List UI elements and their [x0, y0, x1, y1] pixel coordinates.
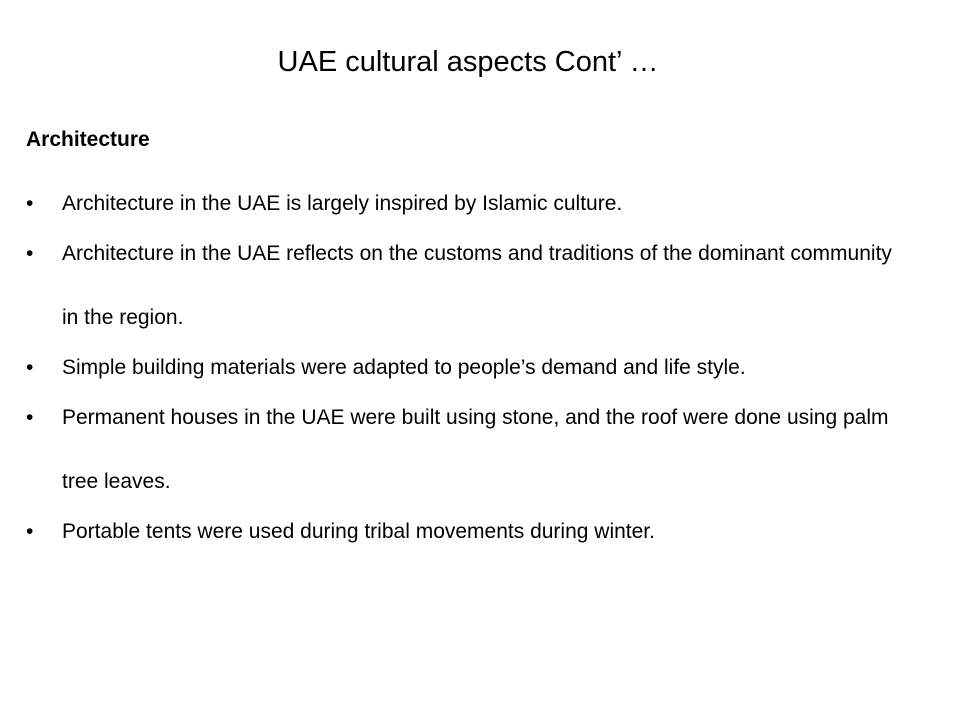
bullet-text: Permanent houses in the UAE were built using stone, and the roof were done using palm tree leaves. [62, 406, 889, 493]
bullet-icon: • [26, 192, 34, 215]
bullet-item-5 [26, 500, 906, 564]
bullet-item-2 [26, 222, 906, 350]
bullet-icon: • [26, 520, 34, 543]
bullet-text: Architecture in the UAE is largely inspired by Islamic culture. [62, 192, 623, 215]
section-heading: Architecture [26, 128, 150, 151]
slide-content [26, 122, 906, 564]
bullet-list [26, 172, 906, 564]
bullet-item-4 [26, 386, 906, 514]
bullet-text: Architecture in the UAE reflects on the customs and traditions of the dominant community in the region. [62, 242, 892, 329]
slide-title: UAE cultural aspects Cont’ … [277, 46, 659, 78]
bullet-icon: • [26, 406, 34, 429]
bullet-text: Portable tents were used during tribal movements during winter. [62, 520, 655, 543]
bullet-icon: • [26, 356, 34, 379]
bullet-icon: • [26, 242, 34, 265]
bullet-text: Simple building materials were adapted to people’s demand and life style. [62, 356, 746, 379]
